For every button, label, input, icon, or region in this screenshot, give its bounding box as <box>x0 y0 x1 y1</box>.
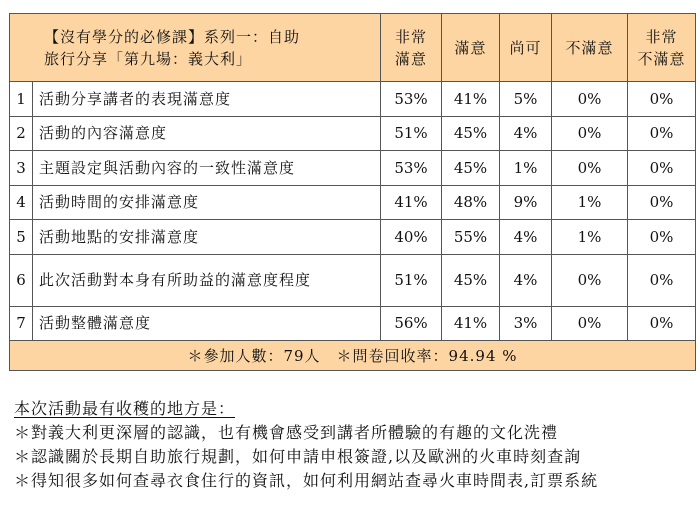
row-item-label: 活動時間的安排滿意度 <box>33 185 381 220</box>
highlight-item: ＊認識關於長期自助旅行規劃，如何申請申根簽證,以及歐洲的火車時刻查詢 <box>14 447 582 466</box>
cell-satisfied: 48% <box>442 185 500 220</box>
cell-satisfied: 45% <box>442 151 500 186</box>
row-item-label: 活動整體滿意度 <box>33 306 381 341</box>
row-number: 6 <box>10 254 33 306</box>
highlight-item: ＊得知很多如何查尋衣食住行的資訊，如何利用網站查尋火車時間表,訂票系統 <box>14 471 599 490</box>
cell-dissatisfied: 1% <box>552 185 628 220</box>
column-header-fair <box>500 14 552 82</box>
table-row <box>10 185 696 220</box>
cell-satisfied: 45% <box>442 116 500 151</box>
cell-dissatisfied: 0% <box>552 306 628 341</box>
row-number: 3 <box>10 151 33 186</box>
column-header-satisfied <box>442 14 500 82</box>
table-header-row <box>10 14 696 82</box>
cell-very-satisfied: 51% <box>381 254 442 306</box>
row-item-label: 活動地點的安排滿意度 <box>33 220 381 255</box>
satisfaction-survey-table <box>9 13 696 371</box>
cell-very-dissatisfied: 0% <box>628 306 696 341</box>
table-row <box>10 220 696 255</box>
cell-satisfied: 55% <box>442 220 500 255</box>
column-header-very-dissatisfied <box>628 14 696 82</box>
cell-dissatisfied: 0% <box>552 82 628 117</box>
row-item-label: 活動分享講者的表現滿意度 <box>33 82 381 117</box>
cell-fair: 4% <box>500 220 552 255</box>
column-header-text: 非常 <box>395 27 428 46</box>
cell-very-satisfied: 41% <box>381 185 442 220</box>
column-header-very-satisfied <box>381 14 442 82</box>
cell-very-satisfied: 53% <box>381 82 442 117</box>
cell-very-dissatisfied: 0% <box>628 254 696 306</box>
survey-title-line2: 旅行分享「第九場：義大利」 <box>44 49 253 68</box>
cell-very-dissatisfied: 0% <box>628 116 696 151</box>
cell-satisfied: 41% <box>442 82 500 117</box>
cell-very-satisfied: 56% <box>381 306 442 341</box>
row-item-label: 活動的內容滿意度 <box>33 116 381 151</box>
cell-fair: 4% <box>500 254 552 306</box>
column-header-dissatisfied <box>552 14 628 82</box>
cell-very-dissatisfied: 0% <box>628 220 696 255</box>
cell-very-dissatisfied: 0% <box>628 82 696 117</box>
survey-title-cell <box>10 14 381 82</box>
column-header-text: 尚可 <box>509 38 542 57</box>
cell-fair: 1% <box>500 151 552 186</box>
cell-very-satisfied: 40% <box>381 220 442 255</box>
table-row <box>10 82 696 117</box>
column-header-text: 滿意 <box>454 38 487 57</box>
cell-very-dissatisfied: 0% <box>628 151 696 186</box>
column-header-text: 不滿意 <box>637 49 686 68</box>
row-item-label: 主題設定與活動內容的一致性滿意度 <box>33 151 381 186</box>
highlights-title: 本次活動最有收穫的地方是： <box>14 399 236 418</box>
table-row <box>10 151 696 186</box>
cell-very-satisfied: 53% <box>381 151 442 186</box>
cell-dissatisfied: 0% <box>552 116 628 151</box>
row-number: 2 <box>10 116 33 151</box>
row-item-label: 此次活動對本身有所助益的滿意度程度 <box>33 254 381 306</box>
highlight-item: ＊對義大利更深層的認識，也有機會感受到講者所體驗的有趣的文化洗禮 <box>14 423 559 442</box>
column-header-text: 不滿意 <box>565 38 614 57</box>
cell-dissatisfied: 1% <box>552 220 628 255</box>
cell-very-satisfied: 51% <box>381 116 442 151</box>
row-number: 7 <box>10 306 33 341</box>
column-header-text: 非常 <box>645 27 678 46</box>
participation-summary: ＊參加人數：79人 ＊問卷回收率：94.94 % <box>10 341 696 371</box>
column-header-text: 滿意 <box>395 49 428 68</box>
row-number: 1 <box>10 82 33 117</box>
cell-satisfied: 41% <box>442 306 500 341</box>
cell-fair: 9% <box>500 185 552 220</box>
cell-dissatisfied: 0% <box>552 254 628 306</box>
cell-dissatisfied: 0% <box>552 151 628 186</box>
cell-fair: 3% <box>500 306 552 341</box>
table-footer-row <box>10 341 696 371</box>
cell-very-dissatisfied: 0% <box>628 185 696 220</box>
table-row <box>10 254 696 306</box>
highlights-section <box>14 397 694 493</box>
table-row <box>10 306 696 341</box>
cell-satisfied: 45% <box>442 254 500 306</box>
row-number: 5 <box>10 220 33 255</box>
survey-title-line1: 【沒有學分的必修課】系列一：自助 <box>44 27 301 46</box>
table-row <box>10 116 696 151</box>
cell-fair: 4% <box>500 116 552 151</box>
cell-fair: 5% <box>500 82 552 117</box>
row-number: 4 <box>10 185 33 220</box>
